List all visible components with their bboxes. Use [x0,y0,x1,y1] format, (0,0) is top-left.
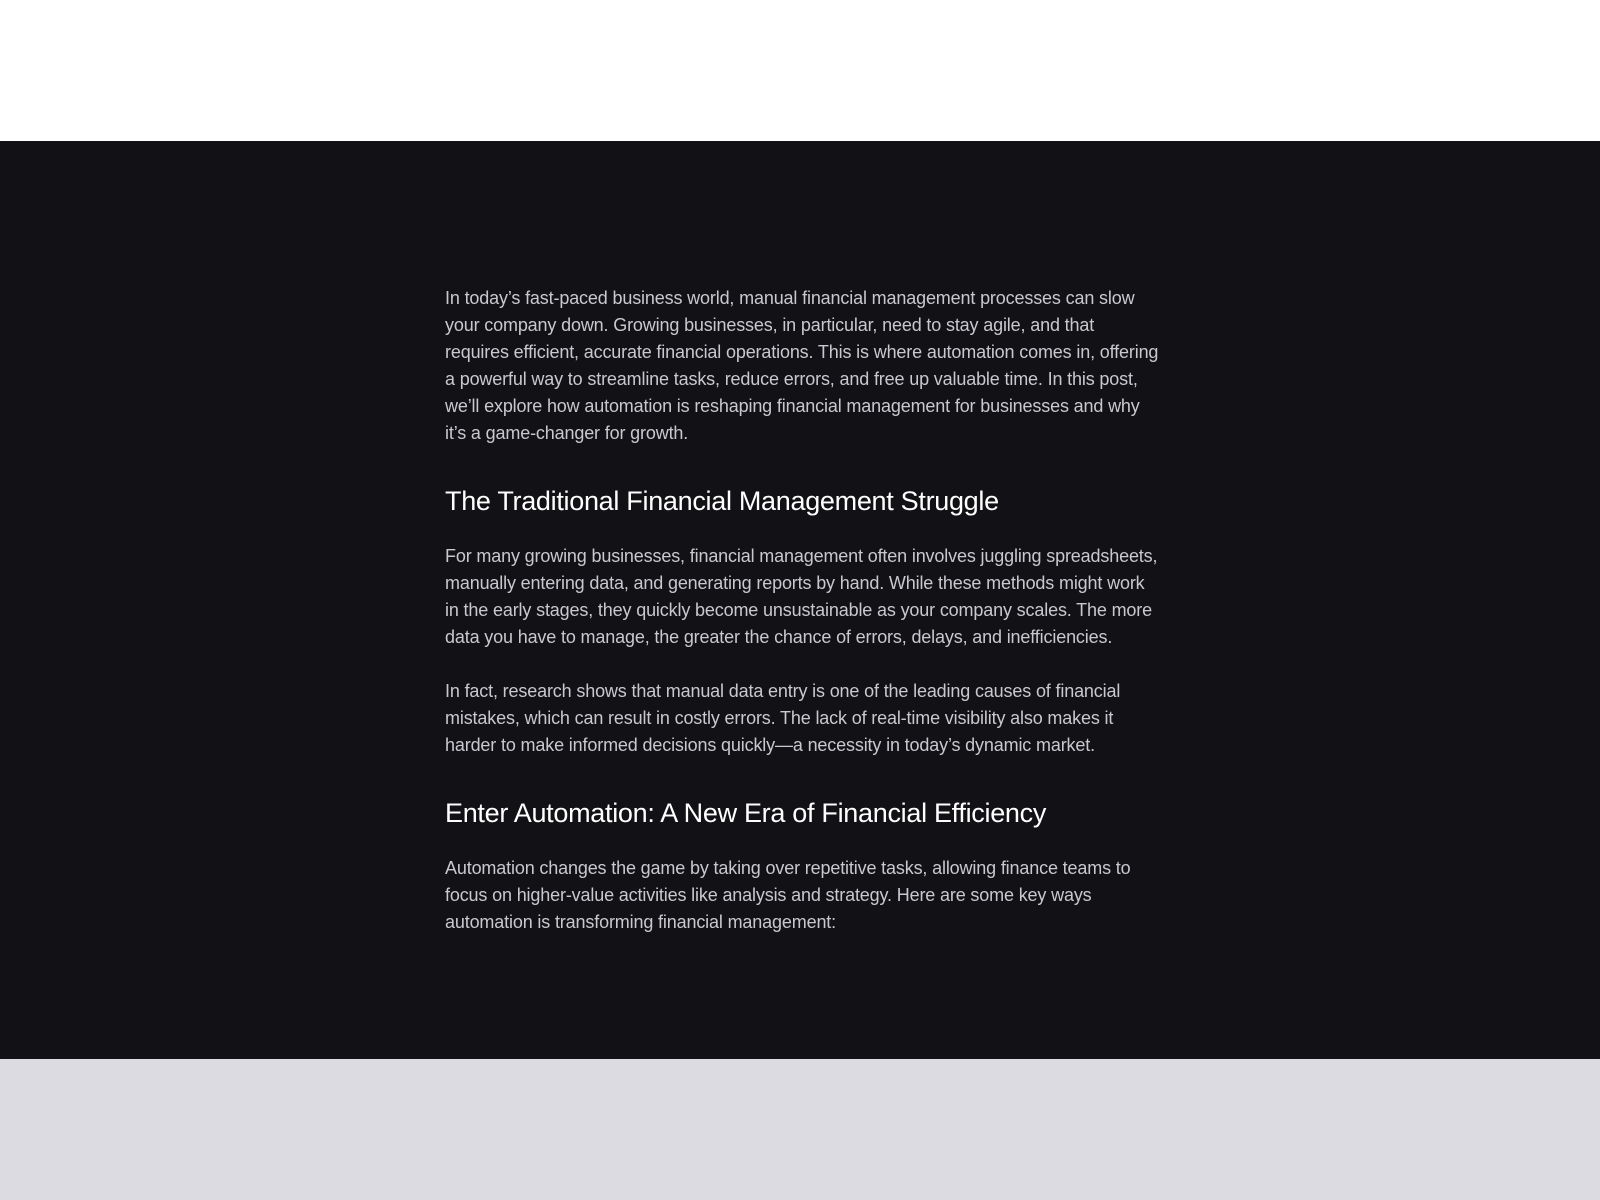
section-paragraph: Automation changes the game by taking over repetitive tasks, allowing finance teams to focus on higher-value activities like analysis and strategy. Here are some key ways automation is transforming financial management: [445,858,1131,932]
article-body [445,285,1160,936]
footer-area [0,1059,1600,1200]
article-intro-paragraph: In today’s fast-paced business world, manual financial management processes can slow your company down. Growing businesses, in particular, need to stay agile, and that requires efficient, accurate financial operations. This is where automation comes in, offering a powerful way to streamline tasks, reduce errors, and free up valuable time. In this post, we’ll explore how automation is reshaping financial management for businesses and why it’s a game-changer for growth. [445,288,1159,443]
section-paragraph: In fact, research shows that manual data entry is one of the leading causes of financial mistakes, which can result in costly errors. The lack of real-time visibility also makes it harder to make informed decisions quickly—a necessity in today’s dynamic market. [445,681,1121,755]
section-paragraph: For many growing businesses, financial management often involves juggling spreadsheets, manually entering data, and generating reports by hand. While these methods might work in the early stages, they quickly become unsustainable as your company scales. The more data you have to manage, the greater the chance of errors, delays, and inefficiencies. [445,546,1158,647]
top-header-area [0,0,1600,141]
section-heading-traditional-struggle: The Traditional Financial Management Struggle [445,486,999,516]
article-section [0,141,1600,1059]
section-heading-enter-automation: Enter Automation: A New Era of Financial Efficiency [445,798,1047,828]
